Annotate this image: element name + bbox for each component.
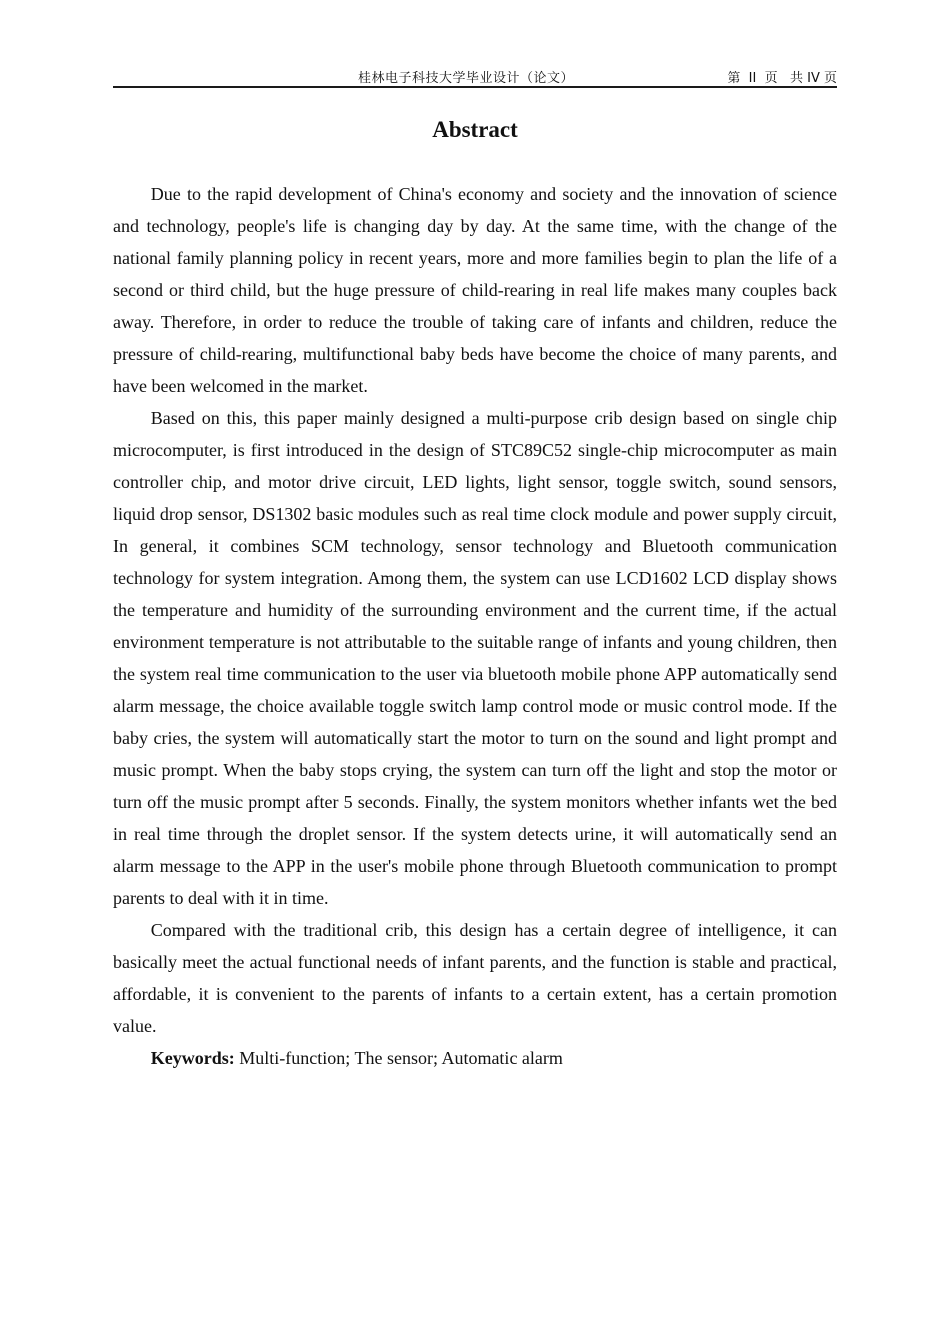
keywords-line — [113, 1042, 837, 1074]
header-page-number: 第 II 页 共 IV 页 — [727, 71, 837, 86]
abstract-paragraph-3: Compared with the traditional crib, this design has a certain degree of intelligence, it can basically meet the actual functional needs of infant parents, and the function is stable and practical, affordable, it is convenient to the parents of infants to a certain extent, has a certain promotion value. — [113, 920, 837, 1036]
keywords-label: Keywords: — [150, 1048, 235, 1068]
abstract-body — [113, 178, 837, 1074]
header-university-title: 桂林电子科技大学毕业设计（论文） — [358, 71, 575, 86]
abstract-paragraph-2: Based on this, this paper mainly designed a multi-purpose crib design based on single chip microcomputer, is first introduced in the design of STC89C52 single-chip microcomputer as main controller chip, and motor drive circuit, LED lights, light sensor, toggle switch, sound sensors, liquid drop sensor, DS1302 basic modules such as real time clock module and power supply circuit, In general, it combines SCM technology, sensor technology and Bluetooth communication technology for system integration. Among them, the system can use LCD1602 LCD display shows the temperature and humidity of the surrounding environment and the current time, if the actual environment temperature is not attributable to the suitable range of infants and young children, then the system real time communication to the user via bluetooth mobile phone APP automatically send alarm message, the choice available toggle switch lamp control mode or music control mode. If the baby cries, the system will automatically start the motor to turn on the sound and light prompt and music prompt. When the baby stops crying, the system can turn off the light and stop the motor or turn off the music prompt after 5 seconds. Finally, the system monitors whether infants wet the bed in real time through the droplet sensor. If the system detects urine, it will automatically send an alarm message to the APP in the user's mobile phone through Bluetooth communication to prompt parents to deal with it in time. — [113, 408, 837, 908]
abstract-heading: Abstract — [432, 117, 518, 142]
abstract-paragraph-1: Due to the rapid development of China's economy and society and the innovation of science and technology, people's life is changing day by day. At the same time, with the change of the national family planning policy in recent years, more and more families begin to plan the life of a second or third child, but the huge pressure of child-rearing in real life makes many couples back away. Therefore, in order to reduce the trouble of taking care of infants and children, reduce the pressure of child-rearing, multifunctional baby beds have become the choice of many parents, and have been welcomed in the market. — [113, 184, 837, 396]
keywords-text: Multi-function; The sensor; Automatic alarm — [234, 1048, 563, 1068]
page-header — [113, 66, 837, 88]
